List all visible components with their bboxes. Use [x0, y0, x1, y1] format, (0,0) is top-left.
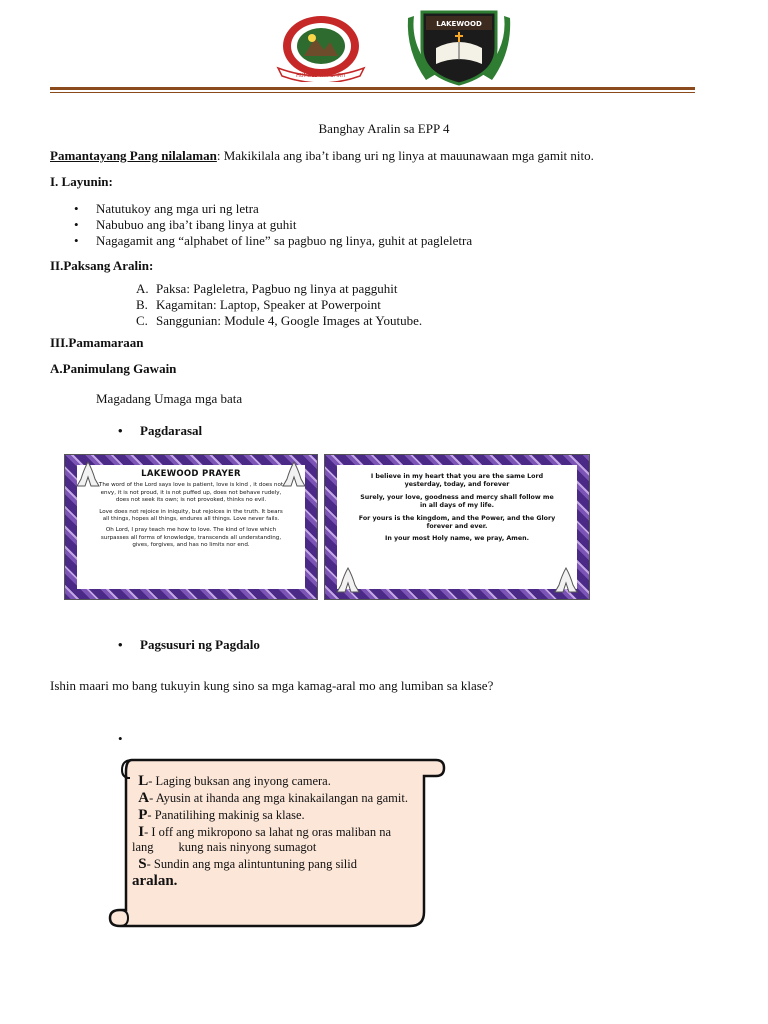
procedure-heading: III.Pamamaraan [50, 335, 144, 350]
rule-a: A- Ayusin at ihanda ang mga kinakailangan na gamit. [138, 790, 408, 806]
rule-i: I- I off ang mikropono sa lahat ng oras maliban na lang kung nais ninyong sumagot [132, 824, 395, 854]
list-item: • Natutukoy ang mga uri ng letra [96, 201, 472, 217]
prayer-paragraph: Love does not rejoice in iniquity, but rejoices in the truth. It bears all things, hopes all things, endures all things. Love never fails. [99, 508, 283, 523]
empty-bullet [140, 731, 143, 747]
list-item: C. Sanggunian: Module 4, Google Images at Youtube. [136, 313, 423, 328]
prayer-line: I believe in my heart that you are the same Lord yesterday, today, and forever [370, 473, 544, 489]
list-item [140, 731, 143, 747]
prayer-title: LAKEWOOD PRAYER [141, 469, 241, 479]
svg-text:LAKEWOOD: LAKEWOOD [436, 20, 482, 28]
prayer-paragraph: The word of the Lord says love is patient, love is kind , it does not envy, it is not proud, it is not puffed up, does not behave rudely, does not seek its own; is not provoked, thinks no evil. [98, 482, 284, 504]
rule-s: S- Sundin ang mga alintuntuning pang silid [138, 856, 357, 872]
attendance-bullet [140, 637, 260, 653]
list-item: • Pagdarasal [140, 423, 202, 439]
list-item: • Nabubuo ang iba’t ibang linya at guhit [96, 217, 472, 233]
prayer-card-body [77, 465, 305, 589]
objectives-heading: I. Layunin: [50, 174, 113, 189]
list-item: A. Paksa: Pagleletra, Pagbuo ng linya at pagguhit [136, 281, 398, 296]
initial-activity-heading: A.Panimulang Gawain [50, 361, 177, 376]
lakewood-crest-logo [406, 8, 512, 86]
header-divider [50, 87, 695, 93]
subject-heading: II.Paksang Aralin: [50, 258, 154, 273]
prayer-paragraph: Oh Lord, I pray teach me how to love. The kind of love which surpasses all forms of knowledge, transcends all understanding, gives, forgives, and has no limits nor end. [100, 527, 282, 549]
school-seal-logo [272, 14, 370, 82]
rule-s-end: aralan. [132, 873, 178, 889]
praying-hands-icon [279, 459, 309, 489]
attendance-question: Ishin maari mo bang tukuyin kung sino sa mga kamag-aral mo ang lumiban sa klase? [50, 678, 494, 693]
rule-l: L- Laging buksan ang inyong camera. [138, 773, 331, 789]
prayer-line: In your most Holy name, we pray, Amen. [385, 535, 529, 543]
content-standard-text: : Makikilala ang iba’t ibang uri ng linya at mauunawaan mga gamit nito. [216, 148, 594, 163]
greeting-text: Magadang Umaga mga bata [96, 391, 243, 406]
praying-hands-icon [551, 565, 581, 595]
objectives-list [96, 201, 472, 249]
closing-prayer-card [324, 454, 590, 600]
prayer-bullet [140, 423, 202, 439]
list-item: • Nagagamit ang “alphabet of line” sa pagbuo ng linya, guhit at pagleletra [96, 233, 472, 249]
content-standard [50, 148, 594, 164]
rule-p: P- Panatilihing makinig sa klase. [138, 807, 305, 823]
header-logos [0, 6, 768, 86]
praying-hands-icon [333, 565, 363, 595]
prayer-card-body [337, 465, 577, 589]
list-item: B. Kagamitan: Laptop, Speaker at Powerpoint [136, 297, 381, 312]
lakewood-prayer-card [64, 454, 318, 600]
content-standard-label: Pamantayang Pang nilalaman [50, 148, 217, 163]
prayer-line: For yours is the kingdom, and the Power, and the Glory forever and ever. [358, 514, 556, 531]
rules-text [132, 774, 414, 889]
document-title: Banghay Aralin sa EPP 4 [318, 121, 450, 136]
praying-hands-icon [73, 459, 103, 489]
subject-list [136, 281, 422, 329]
prayer-line: Surely, your love, goodness and mercy shall follow me in all days of my life. [360, 493, 554, 510]
svg-text:HUMBLE THY SPIRIT: HUMBLE THY SPIRIT [296, 73, 346, 79]
list-item: • Pagsusuri ng Pagdalo [140, 637, 260, 653]
